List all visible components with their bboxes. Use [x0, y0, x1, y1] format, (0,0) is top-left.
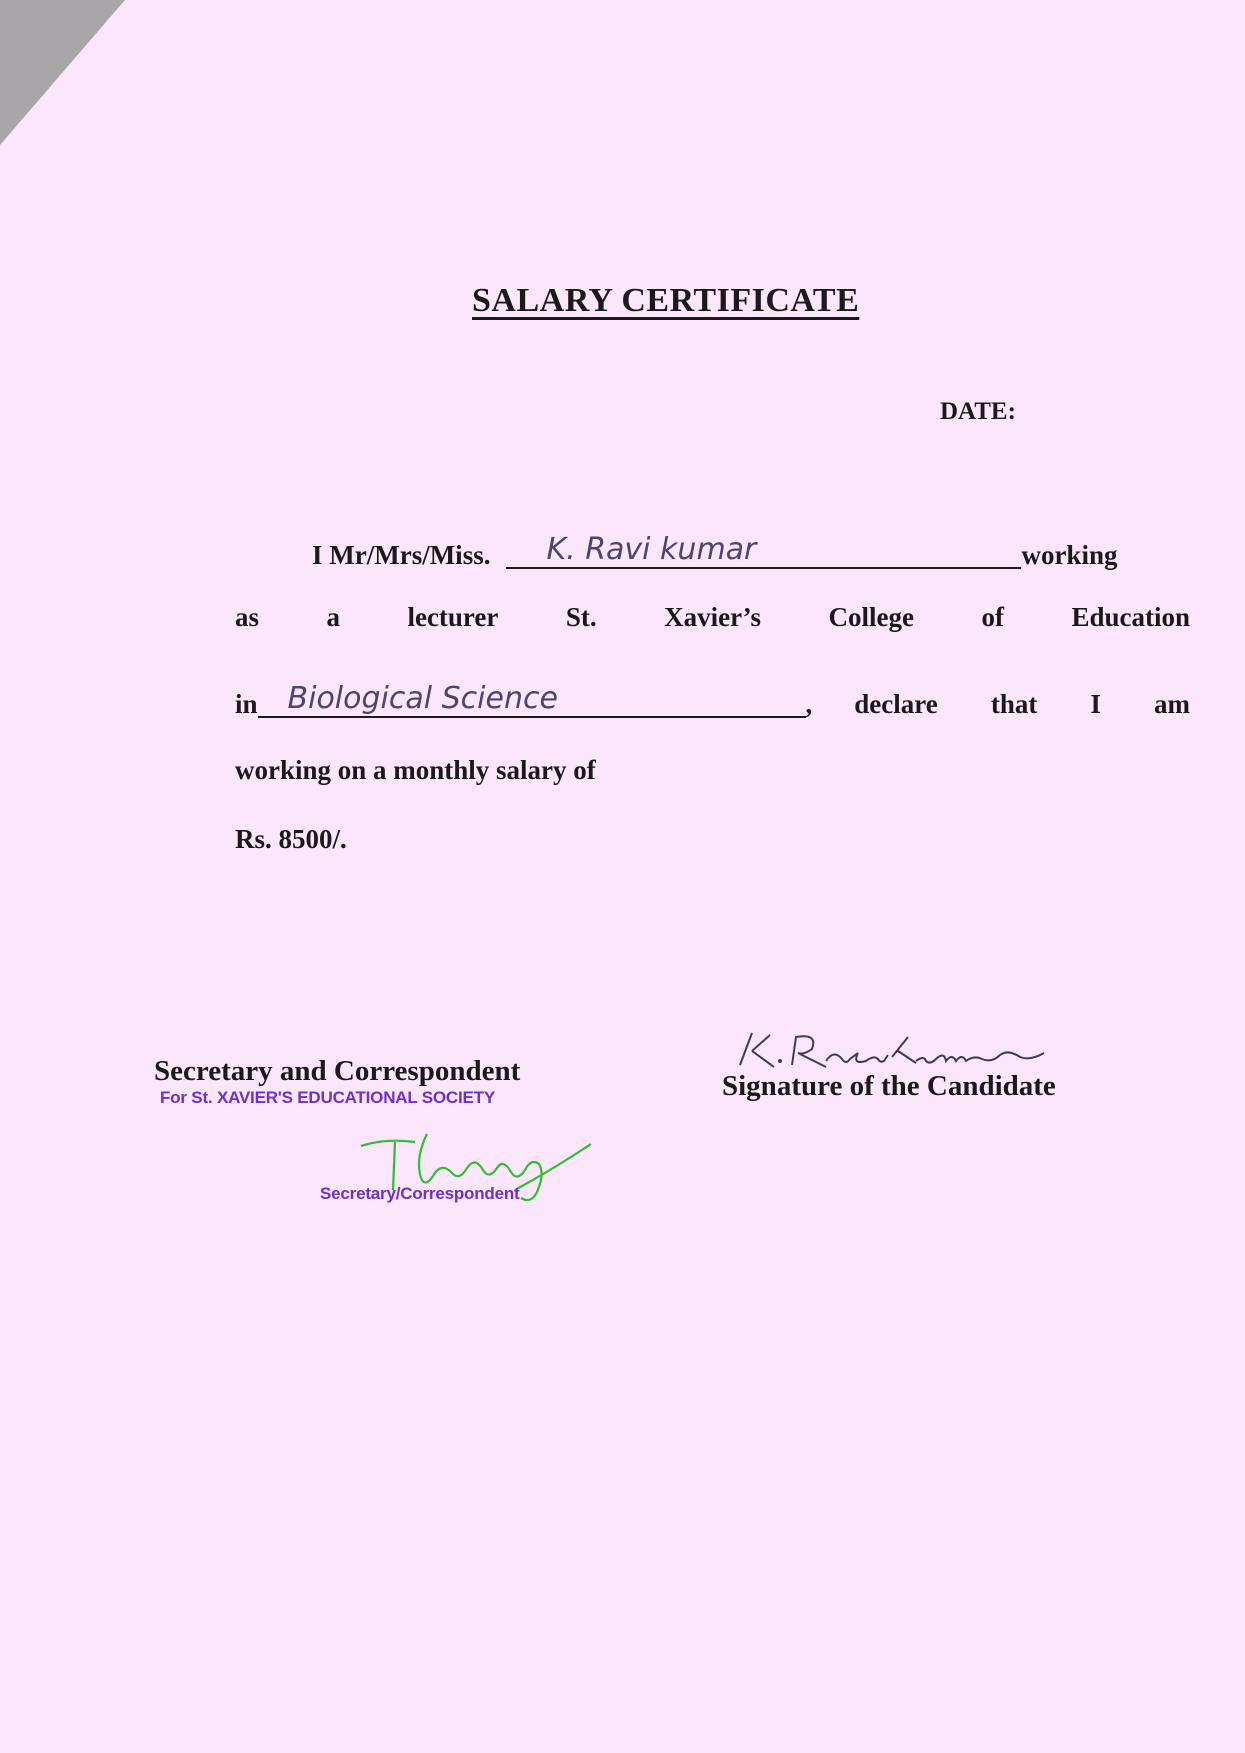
word: am	[1154, 689, 1190, 719]
secretary-block	[154, 1055, 520, 1088]
word: Xavier’s	[664, 602, 762, 632]
word: I	[1090, 689, 1101, 719]
name-blank	[506, 532, 1021, 569]
society-stamp: For St. XAVIER'S EDUCATIONAL SOCIETY	[160, 1088, 495, 1107]
declare-words	[854, 691, 1190, 718]
candidate-signature-label: Signature of the Candidate	[722, 1070, 1056, 1102]
in-word: in	[235, 689, 258, 719]
word: Education	[1071, 602, 1190, 632]
candidate-signature	[730, 1025, 1060, 1075]
comma: ,	[805, 689, 813, 719]
word: that	[990, 689, 1038, 719]
word: a	[326, 602, 340, 632]
name-line	[312, 532, 1190, 570]
salary-line: working on a monthly salary of	[235, 755, 596, 785]
word: St.	[565, 602, 597, 632]
secretary-title: Secretary and Correspondent	[154, 1055, 521, 1087]
salary-amount: Rs. 8500/.	[235, 824, 347, 854]
word: College	[828, 602, 915, 632]
date-label: DATE:	[940, 398, 1016, 425]
folded-corner	[0, 0, 125, 145]
title-prefix: I Mr/Mrs/Miss.	[312, 540, 491, 570]
word: as	[235, 602, 260, 632]
word: lecturer	[407, 602, 499, 632]
designation-line	[235, 604, 1190, 631]
certificate-title: SALARY CERTIFICATE	[472, 282, 860, 319]
subject-line	[235, 681, 1190, 719]
word: declare	[854, 689, 938, 719]
handwritten-subject: Biological Science	[287, 681, 558, 716]
working-word: working	[1021, 540, 1118, 570]
word: of	[981, 602, 1004, 632]
subject-blank	[258, 681, 806, 718]
role-stamp: Secretary/Correspondent	[320, 1184, 520, 1203]
handwritten-name: K. Ravi kumar	[546, 532, 757, 567]
